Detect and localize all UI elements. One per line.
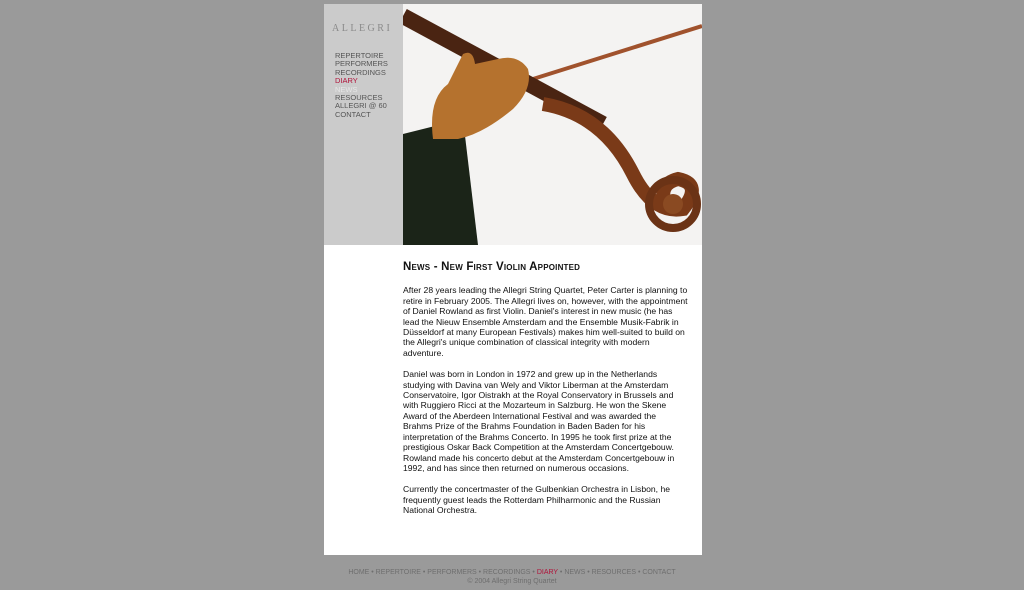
page-container xyxy=(324,4,702,555)
article-paragraph: Daniel was born in London in 1972 and grew up in the Netherlands studying with Davina van Wely and Viktor Liberman at the Amsterdam Conservatoire, Igor Oistrakh at the Royal Conservatory in Brussels and with Ruggiero Ricci at the Mozarteum in Salzburg. He won the Skene Award of the Aberdeen International Festival and was awarded the Brahms Prize of the Brahms Foundation in Baden Baden for his interpretation of the Brahms Concerto. In 1995 he took first prize at the prestigious Oskar Back Competition at the Amsterdam Concertgebouw. Rowland made his concerto debut at the Amsterdam Concertgebouw in 1992, and has since then returned on numerous occasions. xyxy=(403,369,675,473)
nav-performers[interactable]: PERFORMERS xyxy=(335,59,388,69)
article-paragraph: Currently the concertmaster of the Gulbenkian Orchestra in Lisbon, he frequently guest leads the Rotterdam Philharmonic and the Russian National Orchestra. xyxy=(403,484,671,516)
nav-recordings[interactable]: RECORDINGS xyxy=(335,67,386,77)
article-paragraph: After 28 years leading the Allegri String Quartet, Peter Carter is planning to retire in February 2005. The Allegri lives on, however, with the appointment of Daniel Rowland as first Violin. Daniel's interest in new music (he has lead the Nieuw Ensemble Amsterdam and the Ensemble Musik-Fabrik in Düsseldorf at many European Festivals) makes him well-suited to build on the Allegri's unique combination of classical integrity with modern adventure. xyxy=(403,285,688,358)
footer-link-performers[interactable]: PERFORMERS xyxy=(427,569,477,576)
footer-link-home[interactable]: HOME xyxy=(348,569,370,576)
separator: • xyxy=(557,569,565,576)
separator: • xyxy=(636,569,643,576)
copyright: © 2004 Allegri String Quartet xyxy=(467,578,557,585)
separator: • xyxy=(369,569,376,576)
footer-link-news[interactable]: NEWS xyxy=(564,569,586,576)
nav-resources[interactable]: RESOURCES xyxy=(335,93,383,103)
article xyxy=(403,262,688,527)
footer-link-resources[interactable]: RESOURCES xyxy=(591,569,636,576)
logo[interactable]: ALLEGRI xyxy=(332,23,393,34)
footer-link-diary[interactable]: DIARY xyxy=(536,569,558,576)
footer-link-recordings[interactable]: RECORDINGS xyxy=(483,569,531,576)
footer-nav xyxy=(0,568,1024,577)
footer-link-contact[interactable]: CONTACT xyxy=(642,569,676,576)
sidebar-nav xyxy=(335,52,388,119)
separator: • xyxy=(585,569,592,576)
sidebar xyxy=(324,4,403,245)
nav-allegri-60[interactable]: ALLEGRI @ 60 xyxy=(335,101,387,111)
nav-repertoire[interactable]: REPERTOIRE xyxy=(335,51,384,60)
separator: • xyxy=(530,569,537,576)
nav-news[interactable]: NEWS xyxy=(335,84,358,94)
footer-link-repertoire[interactable]: REPERTOIRE xyxy=(375,569,421,576)
footer xyxy=(0,568,1024,586)
separator: • xyxy=(476,569,484,576)
nav-diary[interactable]: DIARY xyxy=(335,76,358,86)
article-title: News - New First Violin Appointed xyxy=(403,261,581,273)
separator: • xyxy=(420,569,428,576)
hero-violin-image xyxy=(403,4,702,245)
nav-contact[interactable]: CONTACT xyxy=(335,109,371,119)
